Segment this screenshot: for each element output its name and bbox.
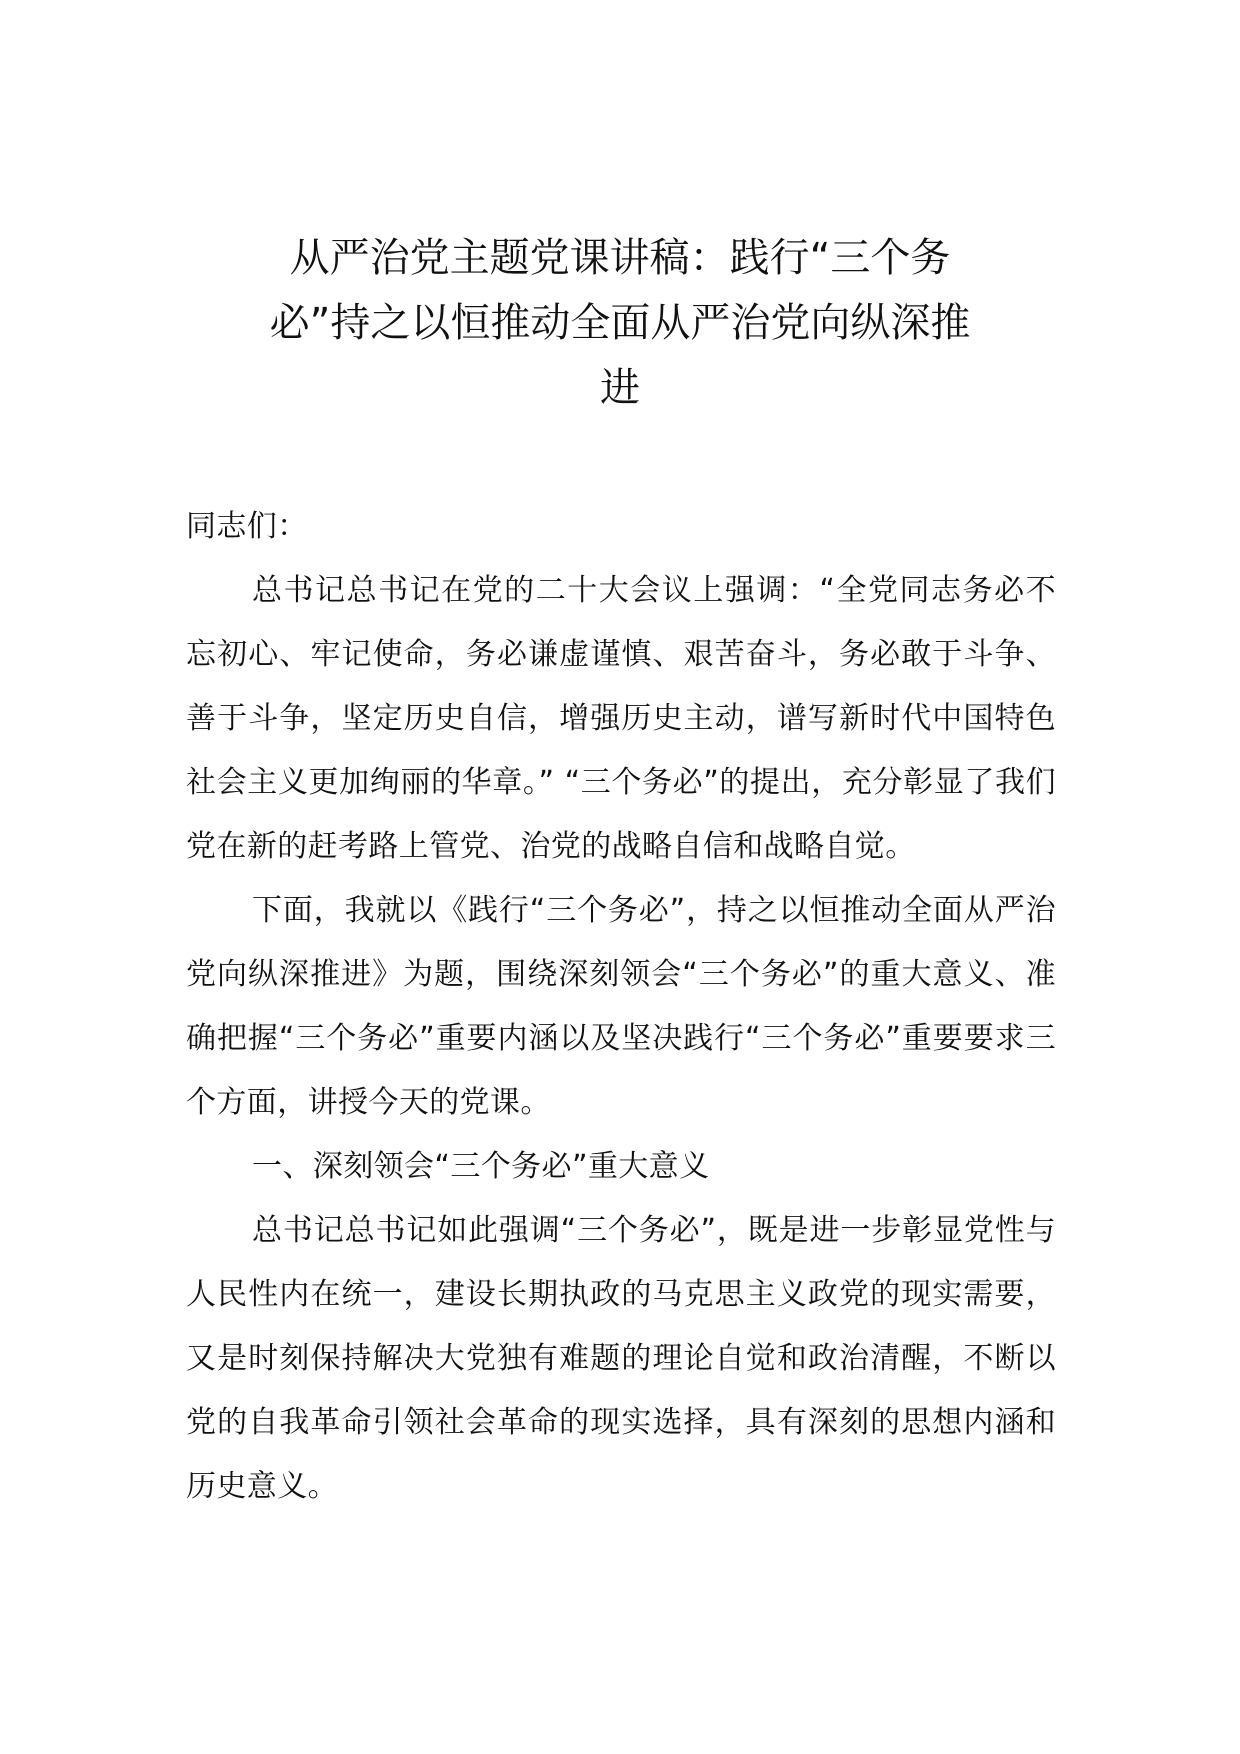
salutation: 同志们： <box>186 509 308 544</box>
section-heading: 一、深刻领会“三个务必”重大意义 <box>252 1149 710 1184</box>
document-title <box>190 226 1050 421</box>
title-line: 必”持之以恒推动全面从严治党向纵深推 <box>269 300 971 346</box>
title-line: 进 <box>600 365 640 411</box>
body-paragraph: 总书记总书记在党的二十大会议上强调：“全党同志务必不忘初心、牢记使命，务必谦虚谨慎、艰苦奋斗，务必敢于斗争、善于斗争，坚定历史自信，增强历史主动，谱写新时代中国特色社会主义更加绚丽的华章。” “三个务必”的提出，充分彰显了我们党在新的赶考路上管党、治党的战略自信和战略自觉。 <box>186 573 1056 864</box>
body-paragraph: 下面，我就以《践行“三个务必”，持之以恒推动全面从严治党向纵深推进》为题，围绕深刻领会“三个务必”的重大意义、准确把握“三个务必”重要内涵以及坚决践行“三个务必”重要要求三个方面，讲授今天的党课。 <box>186 893 1056 1120</box>
document-body <box>186 495 1056 1519</box>
body-paragraph: 总书记总书记如此强调“三个务必”，既是进一步彰显党性与人民性内在统一，建设长期执政的马克思主义政党的现实需要，又是时刻保持解决大党独有难题的理论自觉和政治清醒，不断以党的自我革命引领社会革命的现实选择，具有深刻的思想内涵和历史意义。 <box>186 1213 1056 1504</box>
title-line: 从严治党主题党课讲稿：践行“三个务 <box>289 235 951 281</box>
